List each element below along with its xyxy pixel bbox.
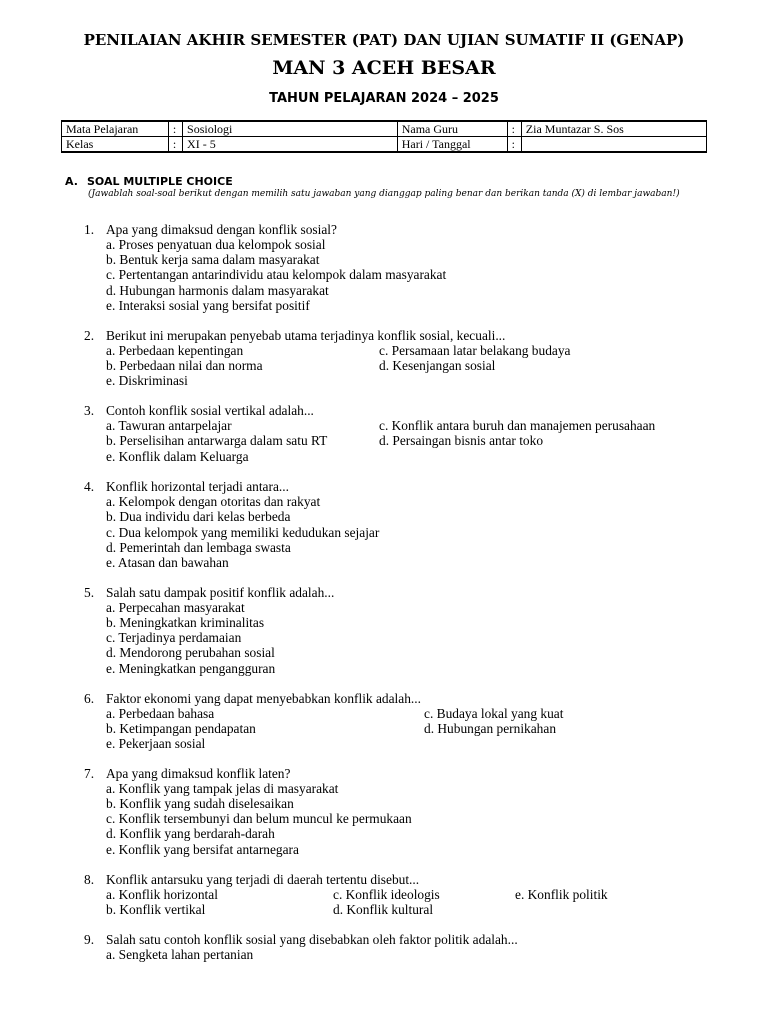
option-e: e. Konflik dalam Keluarga bbox=[106, 449, 249, 464]
question-number: 7. bbox=[84, 766, 95, 781]
option-e: e. Interaksi sosial yang bersifat positif bbox=[106, 298, 310, 313]
question-number: 6. bbox=[84, 691, 95, 706]
section-instruction: (Jawablah soal-soal berikut dengan memilih satu jawaban yang dianggap paling benar dan berikan tanda (X) di lembar jawaban!) bbox=[88, 189, 680, 199]
option-c: c. Konflik antara buruh dan manajemen perusahaan bbox=[379, 418, 656, 433]
option-c: c. Pertentangan antarindividu atau kelompok dalam masyarakat bbox=[106, 267, 447, 282]
option-c: c. Persamaan latar belakang budaya bbox=[379, 343, 571, 358]
value-subject: Sosiologi bbox=[183, 121, 398, 137]
question-text: Faktor ekonomi yang dapat menyebabkan konflik adalah... bbox=[106, 691, 421, 706]
option-c: c. Terjadinya perdamaian bbox=[106, 630, 242, 645]
option-e: e. Konflik yang bersifat antarnegara bbox=[106, 842, 299, 857]
question-number: 5. bbox=[84, 585, 95, 600]
option-e: e. Atasan dan bawahan bbox=[106, 555, 229, 570]
question-text: Salah satu dampak positif konflik adalah... bbox=[106, 585, 335, 600]
option-e: e. Diskriminasi bbox=[106, 373, 188, 388]
table-row bbox=[62, 121, 707, 137]
option-d: d. Kesenjangan sosial bbox=[379, 358, 496, 373]
option-d: d. Konflik kultural bbox=[333, 902, 434, 917]
option-b: b. Bentuk kerja sama dalam masyarakat bbox=[106, 252, 320, 267]
section-letter: A. bbox=[65, 175, 78, 188]
option-b: b. Konflik vertikal bbox=[106, 902, 206, 917]
label-subject: Mata Pelajaran bbox=[62, 121, 169, 137]
option-a: a. Perbedaan bahasa bbox=[106, 706, 215, 721]
option-b: b. Perbedaan nilai dan norma bbox=[106, 358, 263, 373]
option-e: e. Pekerjaan sosial bbox=[106, 736, 206, 751]
colon: : bbox=[168, 121, 182, 137]
question-text: Berikut ini merupakan penyebab utama terjadinya konflik sosial, kecuali... bbox=[106, 328, 506, 343]
question-number: 1. bbox=[84, 222, 95, 237]
option-a: a. Konflik horizontal bbox=[106, 887, 218, 902]
table-row bbox=[62, 137, 707, 153]
option-e: e. Meningkatkan pengangguran bbox=[106, 661, 276, 676]
option-b: b. Dua individu dari kelas berbeda bbox=[106, 509, 291, 524]
question-text: Apa yang dimaksud konflik laten? bbox=[106, 766, 291, 781]
option-a: a. Kelompok dengan otoritas dan rakyat bbox=[106, 494, 321, 509]
option-a: a. Tawuran antarpelajar bbox=[106, 418, 232, 433]
label-class: Kelas bbox=[62, 137, 169, 153]
label-date: Hari / Tanggal bbox=[397, 137, 507, 153]
value-teacher: Zia Muntazar S. Sos bbox=[521, 121, 706, 137]
value-class: XI - 5 bbox=[183, 137, 398, 153]
colon: : bbox=[507, 137, 521, 153]
option-d: d. Pemerintah dan lembaga swasta bbox=[106, 540, 291, 555]
option-d: d. Mendorong perubahan sosial bbox=[106, 645, 275, 660]
option-a: a. Proses penyatuan dua kelompok sosial bbox=[106, 237, 326, 252]
option-b: b. Perselisihan antarwarga dalam satu RT bbox=[106, 433, 328, 448]
section-title: SOAL MULTIPLE CHOICE bbox=[87, 175, 233, 188]
exam-info-table bbox=[61, 120, 707, 153]
option-e: e. Konflik politik bbox=[515, 887, 608, 902]
academic-year: TAHUN PELAJARAN 2024 – 2025 bbox=[269, 91, 499, 106]
option-c: c. Dua kelompok yang memiliki kedudukan sejajar bbox=[106, 525, 380, 540]
option-d: d. Hubungan pernikahan bbox=[424, 721, 557, 736]
value-date bbox=[521, 137, 706, 153]
colon: : bbox=[168, 137, 182, 153]
question-text: Contoh konflik sosial vertikal adalah... bbox=[106, 403, 314, 418]
option-b: b. Konflik yang sudah diselesaikan bbox=[106, 796, 294, 811]
question-text: Konflik antarsuku yang terjadi di daerah tertentu disebut... bbox=[106, 872, 420, 887]
school-name: MAN 3 ACEH BESAR bbox=[272, 57, 496, 79]
option-c: c. Budaya lokal yang kuat bbox=[424, 706, 564, 721]
option-a: a. Sengketa lahan pertanian bbox=[106, 947, 254, 962]
option-a: a. Perbedaan kepentingan bbox=[106, 343, 244, 358]
option-d: d. Hubungan harmonis dalam masyarakat bbox=[106, 283, 329, 298]
question-number: 8. bbox=[84, 872, 95, 887]
section-heading bbox=[65, 175, 233, 188]
question-text: Salah satu contoh konflik sosial yang disebabkan oleh faktor politik adalah... bbox=[106, 932, 518, 947]
option-d: d. Konflik yang berdarah-darah bbox=[106, 826, 275, 841]
question-number: 4. bbox=[84, 479, 95, 494]
label-teacher: Nama Guru bbox=[397, 121, 507, 137]
question-text: Apa yang dimaksud dengan konflik sosial? bbox=[106, 222, 337, 237]
question-text: Konflik horizontal terjadi antara... bbox=[106, 479, 289, 494]
colon: : bbox=[507, 121, 521, 137]
option-a: a. Konflik yang tampak jelas di masyarakat bbox=[106, 781, 339, 796]
option-a: a. Perpecahan masyarakat bbox=[106, 600, 245, 615]
option-c: c. Konflik ideologis bbox=[333, 887, 440, 902]
exam-title: PENILAIAN AKHIR SEMESTER (PAT) DAN UJIAN SUMATIF II (GENAP) bbox=[83, 31, 685, 49]
option-d: d. Persaingan bisnis antar toko bbox=[379, 433, 544, 448]
question-number: 9. bbox=[84, 932, 95, 947]
option-b: b. Ketimpangan pendapatan bbox=[106, 721, 256, 736]
question-number: 3. bbox=[84, 403, 95, 418]
option-b: b. Meningkatkan kriminalitas bbox=[106, 615, 265, 630]
question-number: 2. bbox=[84, 328, 95, 343]
option-c: c. Konflik tersembunyi dan belum muncul ke permukaan bbox=[106, 811, 412, 826]
